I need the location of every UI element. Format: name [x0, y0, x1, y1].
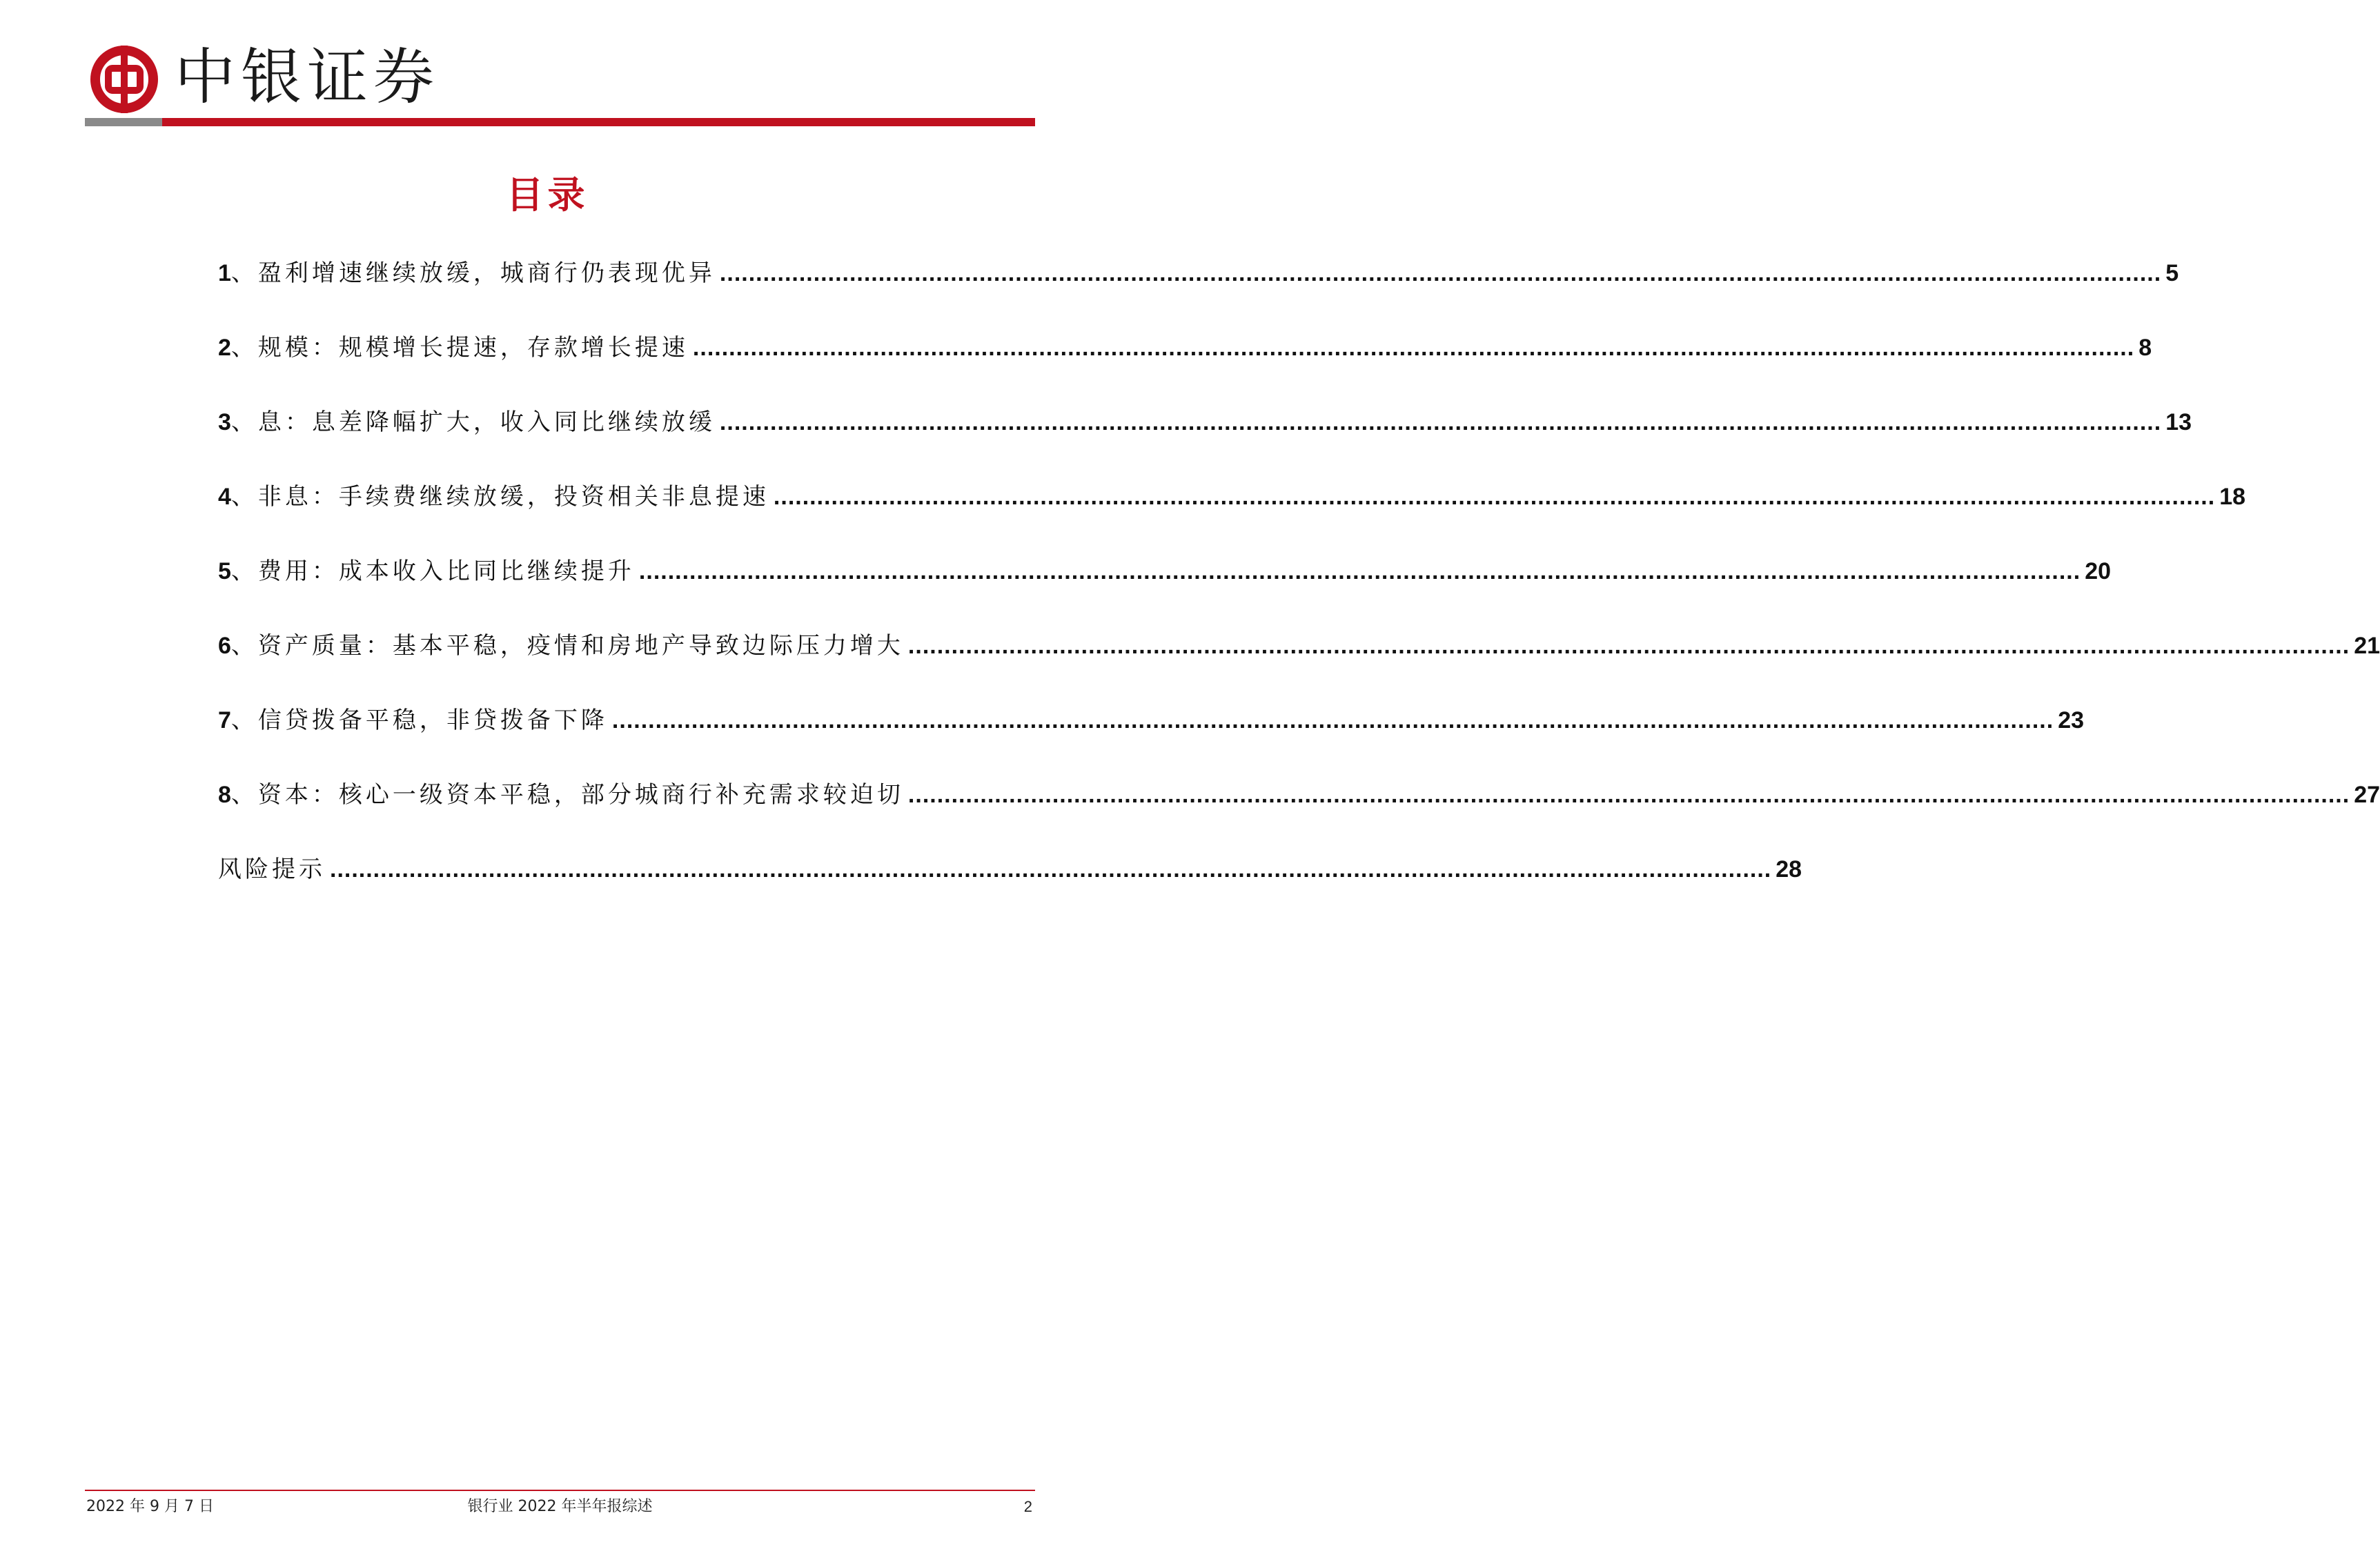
toc-entry-3[interactable]	[218, 402, 2192, 476]
toc-leader-dots: ........................................................................................................................................................................................................	[719, 409, 2162, 435]
toc-leader-dots: ........................................................................................................................................................................................................	[719, 260, 2162, 286]
toc-entry-7[interactable]	[218, 700, 2085, 774]
toc-entry-2[interactable]	[218, 327, 2152, 402]
toc-entry-text: 资产质量：基本平稳，疫情和房地产导致边际压力增大	[257, 632, 904, 660]
toc-entry-separator: 、	[230, 558, 258, 585]
toc-entry-page: 20	[2085, 558, 2112, 584]
toc-entry-separator: 、	[230, 707, 258, 734]
toc-entry-number: 8	[218, 782, 231, 808]
toc-entry-separator: 、	[230, 259, 258, 287]
toc-entry-page: 28	[1776, 856, 1802, 882]
toc-title: 目录	[506, 172, 589, 217]
toc-leader-dots: ........................................................................................................................................................................................................	[611, 707, 2054, 733]
toc-leader-dots: ........................................................................................................................................................................................................	[330, 856, 1772, 882]
toc-entry-page: 18	[2219, 484, 2246, 510]
toc-entry-number: 5	[218, 558, 231, 584]
toc-entry-5[interactable]	[218, 551, 2112, 625]
toc-entry-1[interactable]	[218, 253, 2179, 327]
footer-rule	[85, 1490, 1035, 1491]
table-of-contents	[218, 253, 2380, 923]
toc-entry-number: 2	[218, 335, 231, 361]
footer-date: 2022 年 9 月 7 日	[86, 1498, 214, 1515]
toc-entry-text: 规模：规模增长提速，存款增长提速	[257, 334, 689, 362]
toc-entry-text: 资本：核心一级资本平稳，部分城商行补充需求较迫切	[257, 781, 904, 809]
toc-entry-text: 费用：成本收入比同比继续提升	[257, 558, 635, 585]
header-rule-red	[162, 118, 1035, 126]
toc-entry-6[interactable]	[218, 625, 2380, 700]
toc-entry-page: 27	[2354, 782, 2380, 808]
toc-entry-4[interactable]	[218, 476, 2246, 551]
toc-entry-number: 4	[218, 484, 231, 510]
toc-entry-separator: 、	[230, 408, 258, 436]
toc-entry-8[interactable]	[218, 774, 2380, 849]
toc-leader-dots: ........................................................................................................................................................................................................	[773, 484, 2216, 510]
footer-page-number: 2	[1023, 1498, 1032, 1515]
toc-entry-separator: 、	[230, 632, 258, 660]
footer-report-title: 银行业 2022 年半年报综述	[467, 1498, 653, 1515]
page-footer	[85, 1494, 1035, 1519]
brand-name: 中银证券	[175, 41, 440, 112]
toc-entry-page: 5	[2165, 260, 2179, 286]
toc-leader-dots: ........................................................................................................................................................................................................	[638, 558, 2081, 584]
toc-entry-text: 信贷拨备平稳，非贷拨备下降	[257, 707, 608, 734]
toc-entry-risk[interactable]	[218, 849, 1802, 923]
toc-entry-separator: 、	[230, 483, 258, 511]
toc-entry-separator: 、	[230, 781, 258, 809]
toc-entry-page: 8	[2138, 335, 2152, 361]
toc-entry-separator: 、	[230, 334, 258, 362]
toc-entry-text: 盈利增速继续放缓，城商行仍表现优异	[257, 259, 716, 287]
bank-of-china-logo-icon	[89, 44, 159, 115]
toc-entry-text: 非息：手续费继续放缓，投资相关非息提速	[257, 483, 769, 511]
toc-entry-text: 风险提示	[218, 856, 326, 883]
toc-entry-number: 3	[218, 409, 231, 435]
toc-leader-dots: ........................................................................................................................................................................................................	[692, 335, 2135, 361]
toc-entry-number: 6	[218, 633, 231, 659]
toc-leader-dots: ........................................................................................................................................................................................................	[907, 633, 2350, 659]
toc-entry-number: 1	[218, 260, 231, 286]
toc-entry-page: 13	[2165, 409, 2192, 435]
toc-leader-dots: ........................................................................................................................................................................................................	[907, 782, 2350, 808]
toc-entry-text: 息：息差降幅扩大，收入同比继续放缓	[257, 408, 716, 436]
page-header	[0, 0, 1095, 131]
toc-entry-page: 23	[2058, 707, 2085, 733]
toc-entry-number: 7	[218, 707, 231, 733]
toc-entry-page: 21	[2354, 633, 2380, 659]
header-rule-gray	[85, 118, 162, 126]
